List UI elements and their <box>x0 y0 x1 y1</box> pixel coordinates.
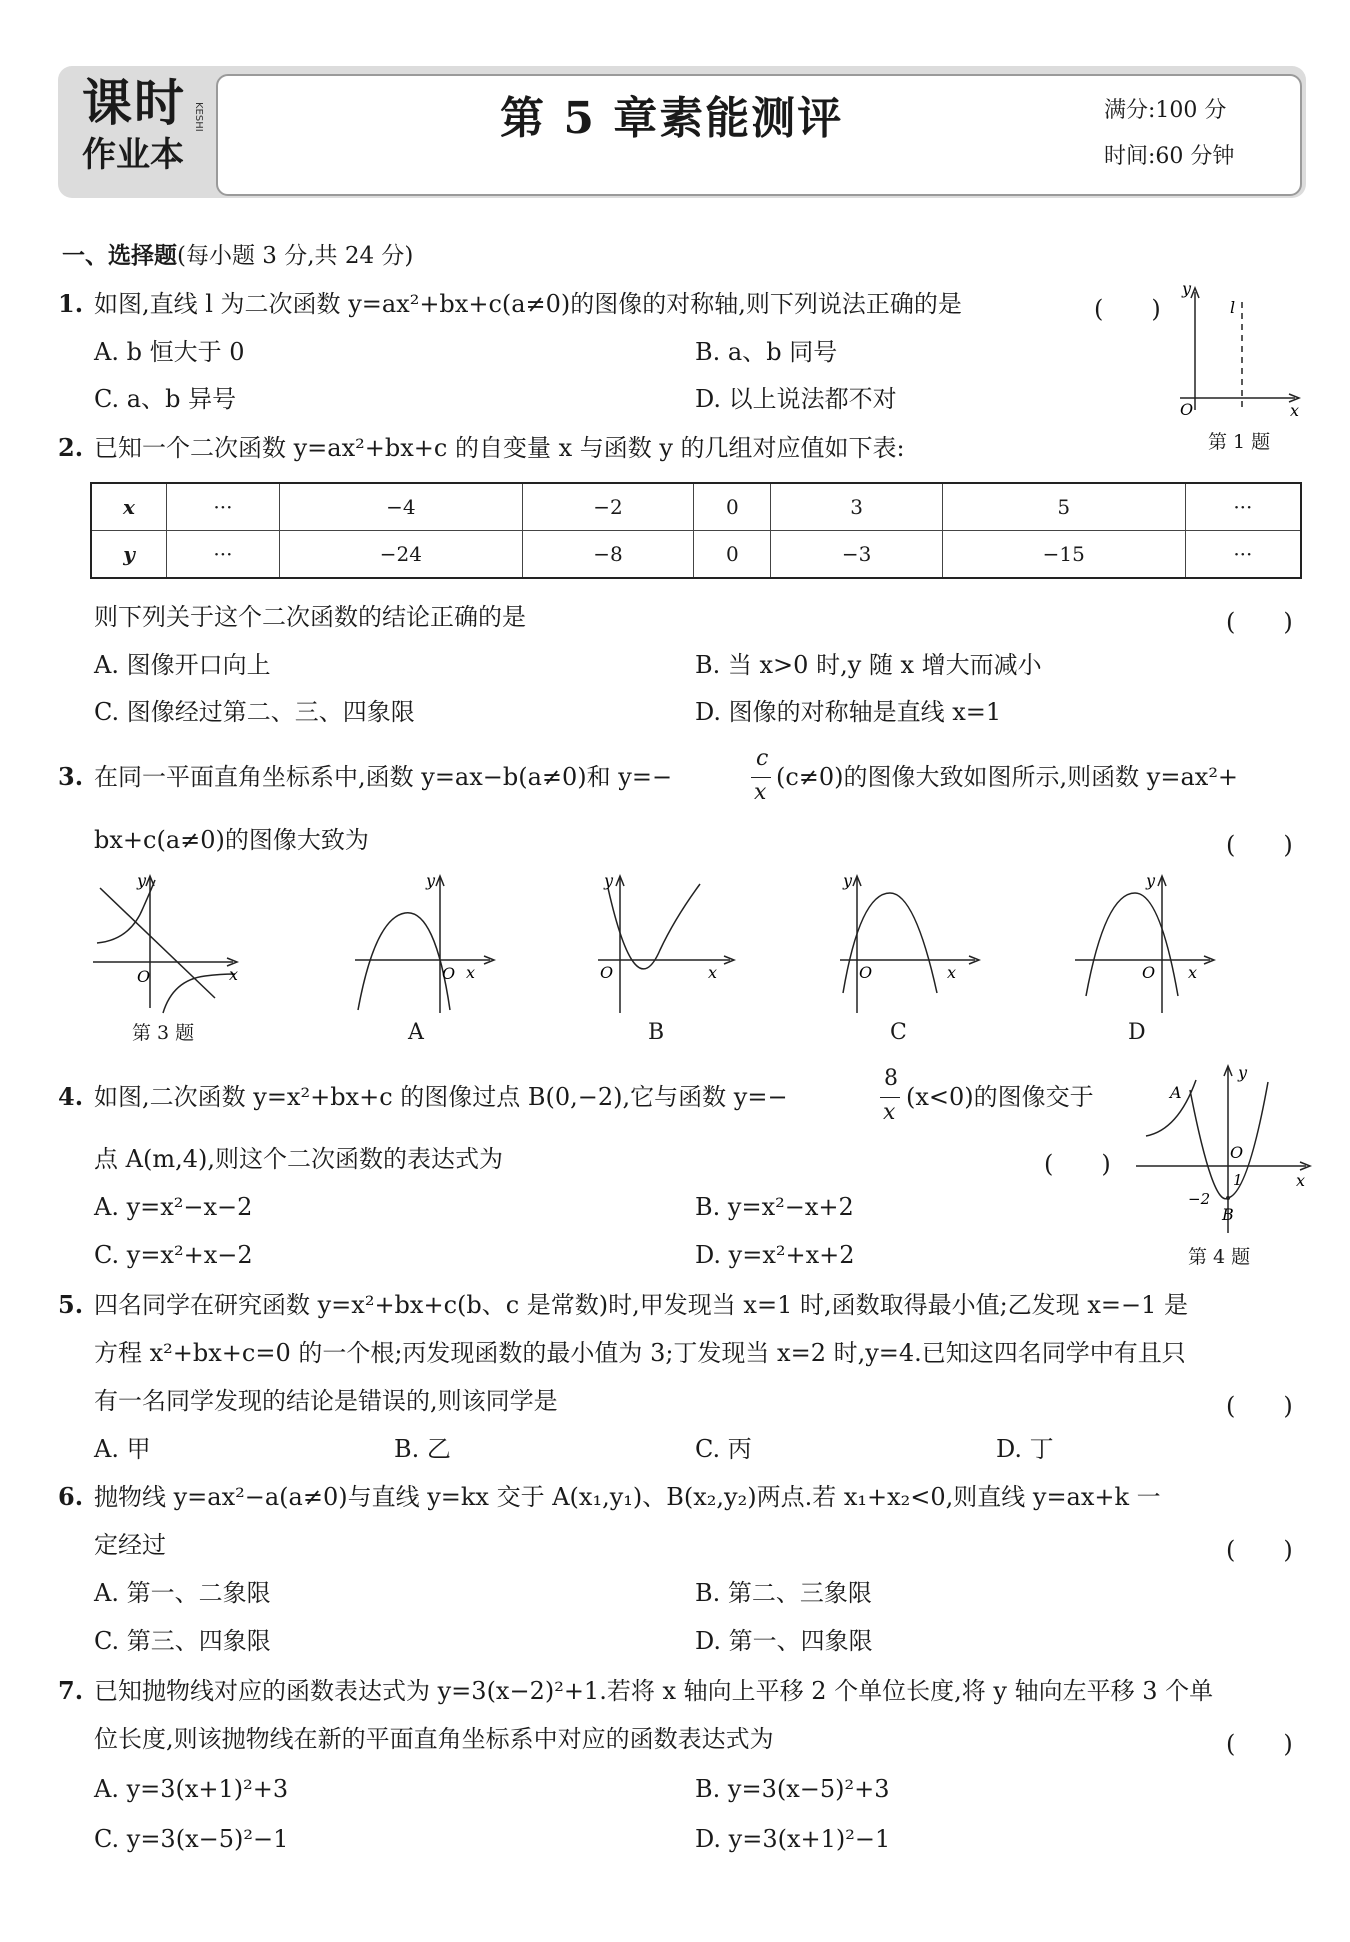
table-cell: 0 <box>694 531 771 579</box>
q3-fig-y: y <box>137 871 147 890</box>
q3-option-b-graph[interactable] <box>590 868 740 1018</box>
table-cell: −24 <box>279 531 522 579</box>
q5-line2: 方程 x²+bx+c=0 的一个根;丙发现函数的最小值为 3;丁发现当 x=2 时,y=4.已知这四名同学中有且只 <box>94 1339 1186 1367</box>
q2-option-d[interactable]: D. 图像的对称轴是直线 x=1 <box>695 698 1002 726</box>
page-title: 第 5 章素能测评 <box>500 93 844 144</box>
q3-number: 3. <box>58 762 84 791</box>
q4-answer-blank[interactable]: ( ) <box>1044 1150 1111 1178</box>
q1-option-c[interactable]: C. a、b 异号 <box>94 385 237 413</box>
q5-number: 5. <box>58 1290 84 1319</box>
q1-option-d[interactable]: D. 以上说法都不对 <box>695 385 897 413</box>
q5-answer-blank[interactable]: ( ) <box>1226 1392 1293 1420</box>
q6-line2: 定经过 <box>94 1531 166 1559</box>
q3-frac-numerator: c <box>756 746 769 771</box>
q1-fig-caption: 第 1 题 <box>1208 431 1271 453</box>
q5-option-d[interactable]: D. 丁 <box>996 1435 1054 1463</box>
table-cell: ··· <box>1185 531 1301 579</box>
q7-option-c[interactable]: C. y=3(x−5)²−1 <box>94 1825 289 1853</box>
q7-line1: 已知抛物线对应的函数表达式为 y=3(x−2)²+1.若将 x 轴向上平移 2 个单位长度,将 y 轴向左平移 3 个单 <box>94 1677 1214 1705</box>
q3d-x: x <box>1188 963 1198 982</box>
table-cell: ··· <box>167 531 280 579</box>
q2-stem: 已知一个二次函数 y=ax²+bx+c 的自变量 x 与函数 y 的几组对应值如下表: <box>94 434 905 462</box>
q6-option-b[interactable]: B. 第二、三象限 <box>695 1579 872 1607</box>
q2-number: 2. <box>58 433 84 462</box>
q4-option-a[interactable]: A. y=x²−x−2 <box>94 1193 253 1221</box>
table-cell: −15 <box>942 531 1185 579</box>
q4-fig-caption: 第 4 题 <box>1188 1246 1251 1268</box>
q3-option-c-label[interactable]: C <box>890 1020 907 1045</box>
logo-line2: 作业本 <box>82 135 184 175</box>
q4-stem-b: (x<0)的图像交于 <box>906 1083 1094 1111</box>
q3-stem-c: bx+c(a≠0)的图像大致为 <box>94 826 369 854</box>
q4-stem-a: 如图,二次函数 y=x²+bx+c 的图像过点 B(0,−2),它与函数 y=− <box>94 1083 788 1111</box>
q2-option-a[interactable]: A. 图像开口向上 <box>94 651 271 679</box>
table-cell: −2 <box>522 483 693 531</box>
q1-answer-blank[interactable]: ( ) <box>1094 295 1161 323</box>
table-cell: −3 <box>771 531 942 579</box>
q1-fig-origin: O <box>1180 400 1194 419</box>
q3-option-a-graph[interactable] <box>350 868 500 1018</box>
q4-fig-x: x <box>1296 1171 1306 1190</box>
table-cell: 0 <box>694 483 771 531</box>
q3-stem-a: 在同一平面直角坐标系中,函数 y=ax−b(a≠0)和 y=− <box>94 763 673 791</box>
q3-option-d-label[interactable]: D <box>1128 1020 1146 1045</box>
table-cell: 3 <box>771 483 942 531</box>
q3-fig-x: x <box>229 965 239 984</box>
q4-fig-1: 1 <box>1233 1171 1243 1189</box>
q2-value-table <box>90 482 1302 579</box>
table-row-x <box>91 483 1301 531</box>
q4-frac-denominator: x <box>883 1100 896 1125</box>
q3-option-c-graph[interactable] <box>835 868 985 1018</box>
q3-answer-blank[interactable]: ( ) <box>1226 831 1293 859</box>
q5-option-c[interactable]: C. 丙 <box>695 1435 752 1463</box>
q7-answer-blank[interactable]: ( ) <box>1226 1730 1293 1758</box>
q3a-y: y <box>426 871 436 890</box>
q3b-x: x <box>708 963 718 982</box>
q2-answer-blank[interactable]: ( ) <box>1226 608 1293 636</box>
q3a-o: O <box>442 964 456 983</box>
q3-fig-caption: 第 3 题 <box>132 1022 195 1044</box>
q4-fig-a: A <box>1170 1083 1182 1102</box>
q3d-y: y <box>1146 871 1156 890</box>
q3-option-b-label[interactable]: B <box>648 1020 665 1045</box>
q3d-o: O <box>1142 963 1156 982</box>
q4-fig-o: O <box>1230 1143 1244 1162</box>
q7-option-a[interactable]: A. y=3(x+1)²+3 <box>94 1775 289 1803</box>
logo-sub: KESHI <box>193 102 204 132</box>
q3-frac-denominator: x <box>754 780 767 805</box>
q7-line2: 位长度,则该抛物线在新的平面直角坐标系中对应的函数表达式为 <box>94 1725 774 1753</box>
q4-frac-numerator: 8 <box>884 1066 898 1091</box>
q3-fig-o: O <box>137 967 151 986</box>
q3b-y: y <box>604 871 614 890</box>
q4-figure <box>1128 1058 1318 1238</box>
q1-fig-y-label: y <box>1182 280 1192 298</box>
q3-stem-b: (c≠0)的图像大致如图所示,则函数 y=ax²+ <box>776 763 1239 791</box>
q6-number: 6. <box>58 1482 84 1511</box>
section-note: (每小题 3 分,共 24 分) <box>177 243 414 269</box>
q2-follow: 则下列关于这个二次函数的结论正确的是 <box>94 603 526 631</box>
q3-option-a-label[interactable]: A <box>408 1020 424 1045</box>
q1-fig-x-label: x <box>1290 401 1300 420</box>
q4-stem-c: 点 A(m,4),则这个二次函数的表达式为 <box>94 1145 503 1173</box>
full-score: 满分:100 分 <box>1104 98 1227 123</box>
q1-stem: 如图,直线 l 为二次函数 y=ax²+bx+c(a≠0)的图像的对称轴,则下列说法正确的是 <box>94 290 962 318</box>
table-cell: y <box>91 531 167 579</box>
q1-number: 1. <box>58 289 84 318</box>
q1-figure <box>1170 280 1310 425</box>
q6-option-a[interactable]: A. 第一、二象限 <box>94 1579 271 1607</box>
q3c-x: x <box>947 963 957 982</box>
table-cell: 5 <box>942 483 1185 531</box>
q1-option-a[interactable]: A. b 恒大于 0 <box>94 338 245 366</box>
q3c-y: y <box>843 871 853 890</box>
q7-number: 7. <box>58 1676 84 1705</box>
logo-line1: 课时 <box>82 74 186 132</box>
time-limit: 时间:60 分钟 <box>1104 144 1235 169</box>
table-cell: ··· <box>1185 483 1301 531</box>
q6-line1: 抛物线 y=ax²−a(a≠0)与直线 y=kx 交于 A(x₁,y₁)、B(x₂,y₂)两点.若 x₁+x₂<0,则直线 y=ax+k 一 <box>94 1483 1161 1511</box>
table-cell: −8 <box>522 531 693 579</box>
q3a-x: x <box>466 963 476 982</box>
q6-option-d[interactable]: D. 第一、四象限 <box>695 1627 873 1655</box>
table-cell: x <box>91 483 167 531</box>
q7-option-b[interactable]: B. y=3(x−5)²+3 <box>695 1775 890 1803</box>
section-heading <box>62 241 413 271</box>
table-cell: −4 <box>279 483 522 531</box>
q4-fig-b: B <box>1222 1205 1234 1224</box>
q2-option-b[interactable]: B. 当 x>0 时,y 随 x 增大而减小 <box>695 651 1042 679</box>
q6-option-c[interactable]: C. 第三、四象限 <box>94 1627 271 1655</box>
q4-option-d[interactable]: D. y=x²+x+2 <box>695 1241 855 1269</box>
q4-option-b[interactable]: B. y=x²−x+2 <box>695 1193 854 1221</box>
q5-option-b[interactable]: B. 乙 <box>394 1435 451 1463</box>
section-title: 一、选择题 <box>62 242 177 269</box>
q5-line1: 四名同学在研究函数 y=x²+bx+c(b、c 是常数)时,甲发现当 x=1 时,函数取得最小值;乙发现 x=−1 是 <box>94 1291 1188 1319</box>
q4-fig-y: y <box>1238 1063 1248 1082</box>
q6-answer-blank[interactable]: ( ) <box>1226 1536 1293 1564</box>
q7-option-d[interactable]: D. y=3(x+1)²−1 <box>695 1825 891 1853</box>
q4-option-c[interactable]: C. y=x²+x−2 <box>94 1241 253 1269</box>
q1-fig-l-label: l <box>1230 298 1236 317</box>
q4-fig-minus2: −2 <box>1188 1190 1211 1208</box>
q4-number: 4. <box>58 1082 84 1111</box>
q3-option-d-graph[interactable] <box>1070 868 1220 1018</box>
q5-option-a[interactable]: A. 甲 <box>94 1435 151 1463</box>
table-cell: ··· <box>167 483 280 531</box>
table-row-y <box>91 531 1301 579</box>
q5-line3: 有一名同学发现的结论是错误的,则该同学是 <box>94 1387 558 1415</box>
q3c-o: O <box>859 963 873 982</box>
q2-option-c[interactable]: C. 图像经过第二、三、四象限 <box>94 698 415 726</box>
q3b-o: O <box>600 963 614 982</box>
q1-option-b[interactable]: B. a、b 同号 <box>695 338 838 366</box>
q3-figure <box>85 868 245 1018</box>
